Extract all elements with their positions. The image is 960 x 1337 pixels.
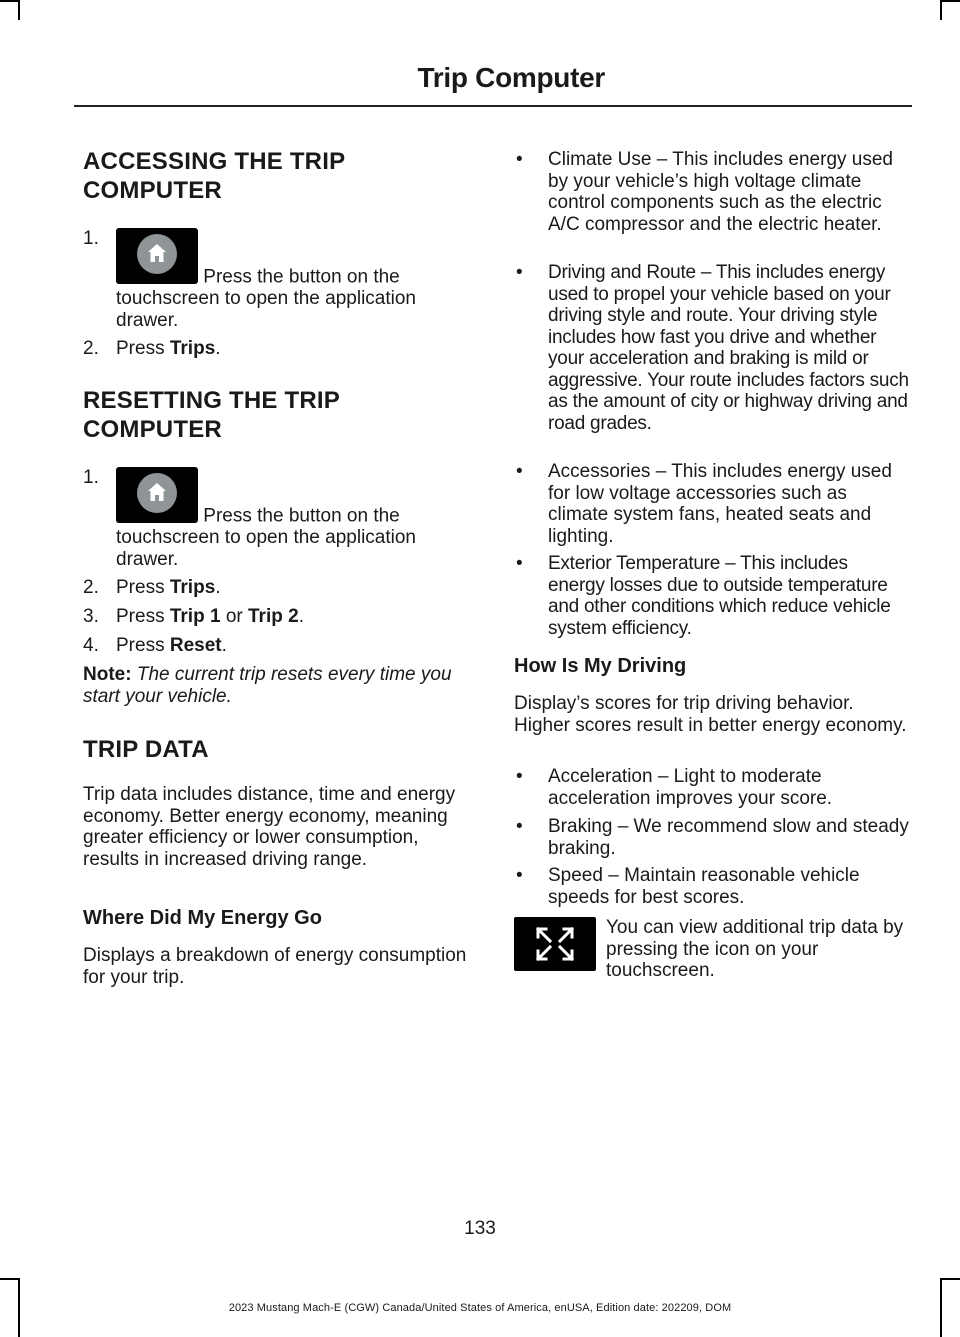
bullet: • — [516, 149, 523, 170]
trips-label: Trips — [169, 577, 216, 598]
heading-where-did-my-energy-go: Where Did My Energy Go — [83, 907, 322, 929]
step-text-prefix: Press — [116, 577, 170, 598]
bullet-text: Speed – Maintain reasonable vehicle speeds for best scores. — [548, 865, 860, 908]
note-label: Note: — [83, 664, 132, 685]
access-step-2 — [83, 338, 478, 360]
energy-paragraph: Displays a breakdown of energy consumption for your trip. — [83, 945, 467, 988]
list-item-acceleration — [514, 766, 909, 809]
reset-step-3 — [83, 606, 478, 628]
expand-icon — [514, 917, 596, 971]
title-divider — [74, 105, 912, 107]
expand-description: You can view additional trip data by pressing the icon on your touchscreen. — [606, 917, 904, 981]
reset-step-4 — [83, 635, 478, 657]
heading-how-is-my-driving: How Is My Driving — [514, 655, 687, 677]
crop-mark — [0, 1278, 20, 1280]
crop-mark — [18, 0, 20, 20]
bullet: • — [516, 865, 523, 886]
list-item-accessories — [514, 461, 909, 547]
bullet-text: Exterior Temperature – This includes energy losses due to outside temperature and other conditions which reduce vehicle system efficiency. — [548, 553, 891, 639]
crop-mark — [940, 1278, 960, 1280]
list-item-driving-and-route — [514, 262, 909, 434]
trip-1-label: Trip 1 — [169, 606, 221, 627]
bullet-text: Climate Use – This includes energy used by your vehicle’s high voltage climate control components such as the electric A/C compressor and the electric heater. — [548, 149, 893, 235]
bullet-text: Driving and Route – This includes energy used to propel your vehicle based on your driving style and route. Your driving style includes how fast you drive and whether your acceleration and braking is mild or aggressive. Your route includes factors such as the amount of city or highway driving and road grades. — [548, 262, 909, 434]
bullet: • — [516, 553, 523, 574]
step-text-prefix: Press — [116, 338, 170, 359]
step-number: 2. — [83, 338, 99, 359]
reset-step-2 — [83, 577, 478, 599]
crop-mark — [0, 0, 20, 2]
trip-data-paragraph: Trip data includes distance, time and energy economy. Better energy economy, meaning greater efficiency or lower consumption, results in increased driving range. — [83, 784, 456, 870]
page-title: Trip Computer — [417, 62, 605, 93]
step-text: Press the button on the touchscreen to open the application drawer. — [116, 505, 416, 570]
home-button-icon — [116, 467, 198, 523]
step-number: 2. — [83, 577, 99, 598]
step-text-suffix: . — [215, 577, 221, 598]
list-item-exterior-temperature — [514, 553, 909, 639]
step-text: Press the button on the touchscreen to open the application drawer. — [116, 266, 416, 331]
home-button-icon — [116, 228, 198, 284]
trips-label: Trips — [169, 338, 216, 359]
note-text: The current trip resets every time you start your vehicle. — [83, 664, 452, 707]
step-text-suffix: . — [221, 635, 227, 656]
reset-step-1 — [83, 467, 478, 570]
list-item-braking — [514, 816, 909, 859]
bullet-text: Accessories – This includes energy used for low voltage accessories such as climate system fans, heated seats and lighting. — [548, 461, 892, 547]
step-number: 1. — [83, 467, 99, 488]
bullet: • — [516, 262, 523, 283]
list-item-climate-use — [514, 149, 909, 235]
crop-mark — [940, 0, 960, 2]
step-text-suffix: . — [298, 606, 304, 627]
bullet-text: Braking – We recommend slow and steady braking. — [548, 816, 909, 859]
list-item-speed — [514, 865, 909, 908]
reset-label: Reset — [169, 635, 222, 656]
heading-accessing-trip-computer: ACCESSING THE TRIP COMPUTER — [83, 148, 345, 204]
crop-mark — [940, 0, 942, 20]
step-number: 3. — [83, 606, 99, 627]
step-number: 1. — [83, 228, 99, 249]
driving-paragraph: Display’s scores for trip driving behavior. Higher scores result in better energy economy. — [514, 693, 907, 736]
page-number: 133 — [464, 1218, 496, 1239]
bullet-text: Acceleration – Light to moderate acceleration improves your score. — [548, 766, 833, 809]
note — [83, 664, 478, 707]
step-number: 4. — [83, 635, 99, 656]
bullet: • — [516, 766, 523, 787]
step-text-mid: or — [220, 606, 248, 627]
access-step-1 — [83, 228, 478, 331]
heading-trip-data: TRIP DATA — [83, 736, 209, 763]
bullet: • — [516, 816, 523, 837]
step-text-prefix: Press — [116, 606, 170, 627]
footer-edition: 2023 Mustang Mach-E (CGW) Canada/United States of America, enUSA, Edition date: 202209, DOM — [228, 1302, 732, 1314]
trip-2-label: Trip 2 — [248, 606, 299, 627]
step-text-suffix: . — [215, 338, 221, 359]
heading-resetting-trip-computer: RESETTING THE TRIP COMPUTER — [83, 387, 340, 443]
bullet: • — [516, 461, 523, 482]
step-text-prefix: Press — [116, 635, 170, 656]
